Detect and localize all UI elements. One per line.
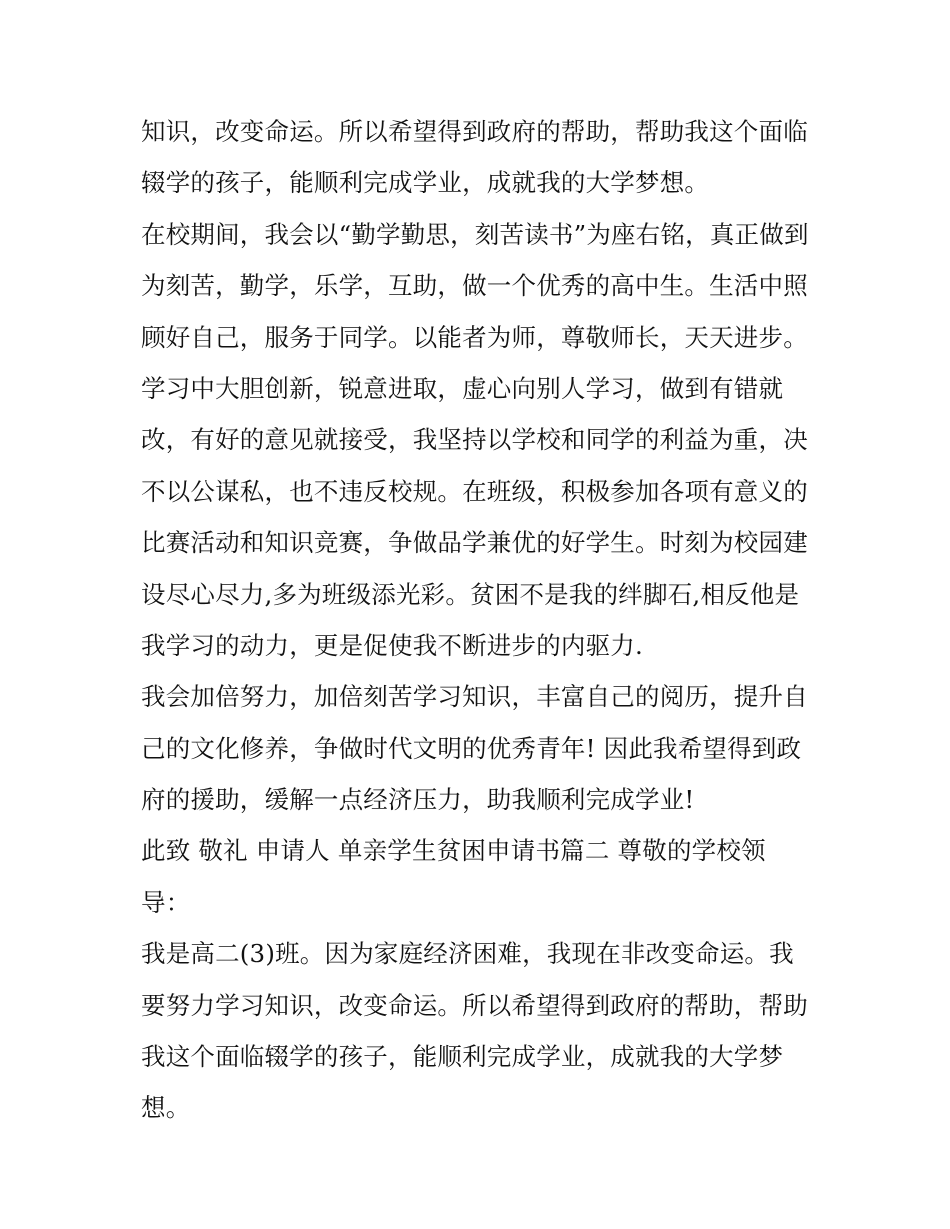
text-line: 比赛活动和知识竞赛，争做品学兼优的好学生。时刻为校园建 xyxy=(141,528,808,558)
text-line: 此致 敬礼 申请人 单亲学生贫困申请书篇二 尊敬的学校领 xyxy=(141,836,766,866)
text-line: 我是高二(3)班。因为家庭经济困难，我现在非改变命运。我 xyxy=(141,939,794,969)
text-line: 导： xyxy=(141,887,191,917)
text-line: 知识，改变命运。所以希望得到政府的帮助，帮助我这个面临 xyxy=(141,117,808,146)
text-line: 我这个面临辍学的孩子，能顺利完成学业，成就我的大学梦 xyxy=(141,1042,784,1072)
text-line: 己的文化修养，争做时代文明的优秀青年! 因此我希望得到政 xyxy=(141,733,802,763)
text-line: 不以公谋私，也不违反校规。在班级，积极参加各项有意义的 xyxy=(141,476,808,506)
text-line: 要努力学习知识，改变命运。所以希望得到政府的帮助，帮助 xyxy=(141,990,808,1020)
text-line: 辍学的孩子，能顺利完成学业，成就我的大学梦想。 xyxy=(141,168,710,198)
text-line: 我学习的动力，更是促使我不断进步的内驱力. xyxy=(141,630,643,660)
text-line: 在校期间，我会以“勤学勤思，刻苦读书”为座右铭，真正做到 xyxy=(141,219,809,249)
text-line: 府的援助，缓解一点经济压力，助我顺利完成学业! xyxy=(141,785,695,815)
text-line: 学习中大胆创新，锐意进取，虚心向别人学习，做到有错就 xyxy=(141,373,784,403)
text-line: 为刻苦，勤学，乐学，互助，做一个优秀的高中生。生活中照 xyxy=(141,271,808,301)
text-line: 我会加倍努力，加倍刻苦学习知识，丰富自己的阅历，提升自 xyxy=(141,682,808,712)
text-line: 设尽心尽力,多为班级添光彩。贫困不是我的绊脚石,相反他是 xyxy=(141,579,800,609)
text-line: 改，有好的意见就接受，我坚持以学校和同学的利益为重，决 xyxy=(141,425,808,455)
text-line: 想。 xyxy=(141,1093,191,1123)
document-body xyxy=(141,106,821,1134)
text-line: 顾好自己，服务于同学。以能者为师，尊敬师长，天天进步。 xyxy=(141,322,808,352)
